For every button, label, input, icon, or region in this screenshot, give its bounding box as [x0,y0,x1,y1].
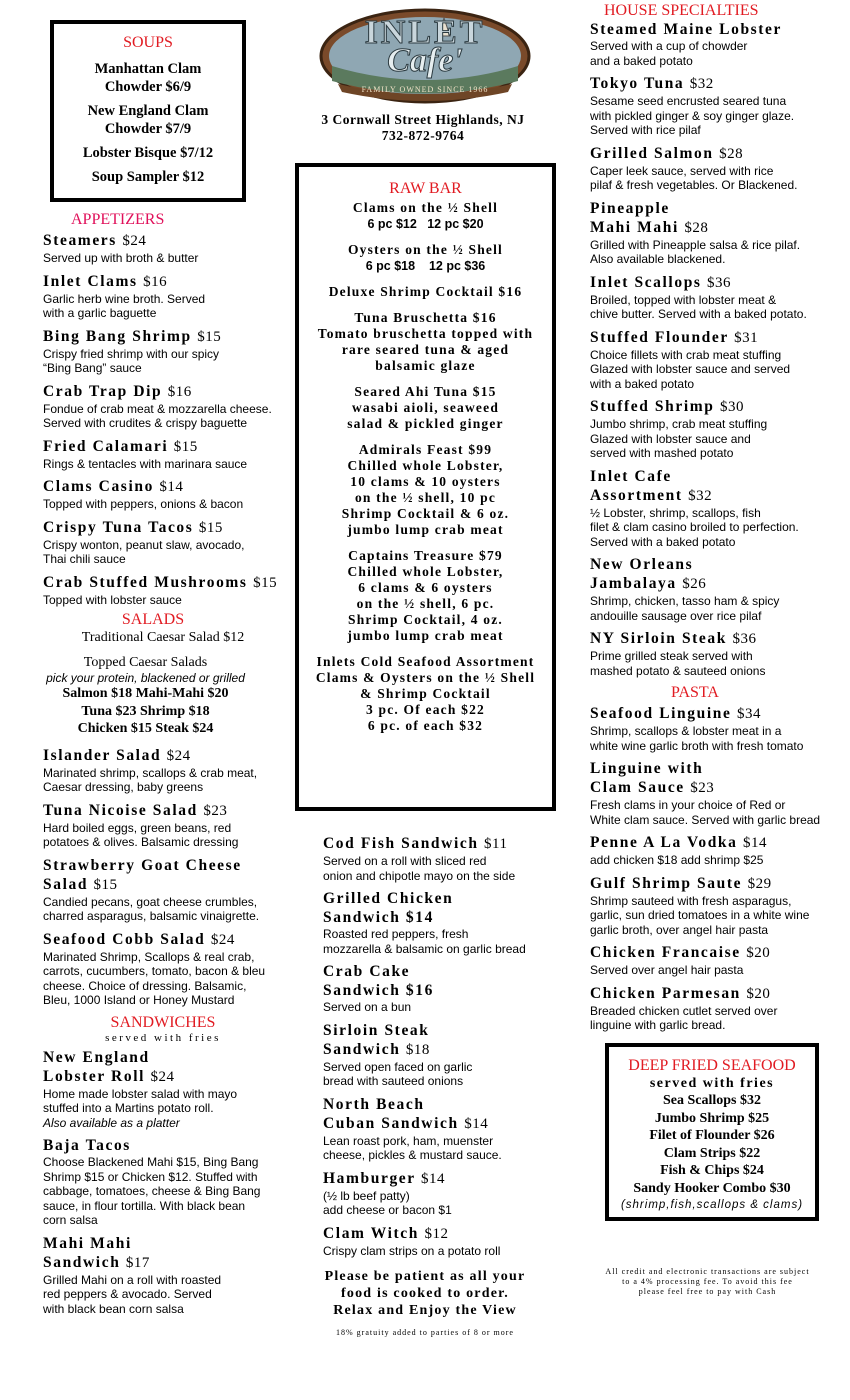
item-description: Served open faced on garlic bread with sauteed onions [323,1059,473,1088]
item-name-text: Crab Stuffed Mushrooms [43,573,248,591]
deep-fried-item: Filet of Flounder $26 [649,1128,775,1143]
item-name [43,272,288,292]
menu-item [43,746,288,795]
sandwiches-title: SANDWICHES [110,1013,216,1031]
soups-list [54,60,242,186]
item-price: $31 [734,329,759,346]
deep-fried-item: Sea Scallops $32 [662,1093,761,1108]
item-name-text: Pineapple Mahi Mahi [590,199,679,236]
item-name [43,856,288,895]
item-price: $24 [122,233,147,249]
item-name [590,943,840,963]
item-name-text: Stuffed Flounder [590,328,729,346]
raw-bar-item [299,654,552,734]
soup-item: Lobster Bisque $7/12 [82,145,214,161]
item-name-text: Sirloin Steak Sandwich [323,1021,430,1058]
item-description: Served with a cup of chowder and a baked potato [590,39,748,68]
item-name-text: Penne A La Vodka [590,834,738,851]
raw-bar-item [299,548,552,644]
menu-item [590,629,840,678]
raw-bar-item-text: Clams on the ½ Shell [352,200,499,215]
item-name [43,382,288,402]
item-price: $11 [484,836,508,852]
item-description: Topped with peppers, onions & bacon [43,497,244,511]
raw-bar-item [299,442,552,538]
item-name-text: Hamburger [323,1169,416,1187]
menu-item [590,20,840,68]
caesar-line: Traditional Caesar Salad $12 [81,630,245,645]
menu-item [43,518,288,567]
item-description: Fresh clams in your choice of Red or White clam sauce. Served with garlic bread [590,798,821,827]
item-description: ½ Lobster, shrimp, scallops, fish filet & clam casino broiled to perfection. Served with a baked potato [590,505,799,549]
raw-bar-box [295,163,556,811]
raw-bar-title: RAW BAR [389,180,462,197]
house-specialties-title: HOUSE SPECIALTIES [604,2,759,19]
item-price: $15 [197,328,222,345]
item-price: $14 [742,835,767,851]
raw-bar-item-text: Deluxe Shrimp Cocktail $16 [328,284,523,299]
menu-item [590,704,840,753]
raw-bar-item [299,310,552,374]
menu-item [590,759,840,827]
item-name [590,874,840,894]
raw-bar-item-prices: 6 pc $12 12 pc $20 [367,217,484,231]
raw-bar-item [299,284,552,300]
item-description: Sesame seed encrusted seared tuna with pickled ginger & soy ginger glaze. Served with rice pilaf [590,94,795,137]
item-name-text: NY Sirloin Steak [590,630,727,647]
item-name [590,144,840,164]
item-price: $32 [688,487,713,504]
menu-item [590,273,840,322]
item-price: $30 [719,399,744,415]
salads-list [43,746,288,1008]
item-name-text: Grilled Salmon [590,144,714,162]
item-name [43,1136,288,1155]
item-price: $34 [736,706,761,722]
item-name-text: Steamers [43,232,117,249]
item-price: $15 [198,519,223,536]
item-description: add chicken $18 add shrimp $25 [590,853,764,867]
menu-item [323,1021,553,1089]
menu-item [590,833,840,868]
credit-note: All credit and electronic transactions are subject to a 4% processing fee. To avoid this fee please feel free to pay with Cash [605,1267,810,1296]
item-price: $20 [746,985,771,1002]
item-description: Prime grilled steak served with mashed potato & sauteed onions [590,649,766,678]
deep-fried-item: Clam Strips $22 [663,1145,761,1161]
patience-note: Please be patient as all your food is cooked to order. Relax and Enjoy the View [324,1269,526,1318]
menu-item [590,74,840,138]
left-column [43,211,288,1322]
item-price: $24 [210,931,235,948]
logo-text-inlet: INLET [364,14,486,51]
item-name [590,833,840,853]
deep-fried-title: DEEP FRIED SEAFOOD [628,1057,796,1074]
address: 3 Cornwall Street Highlands, NJ [321,112,525,127]
deep-fried-note: (shrimp,fish,scallops & clams) [620,1199,804,1211]
gratuity-note: 18% gratuity added to parties of 8 or more [336,1328,514,1337]
item-description: Served on a roll with sliced red onion and chipotle mayo on the side [323,854,516,883]
item-description: Crispy clam strips on a potato roll [323,1243,501,1258]
raw-bar-item [299,384,552,432]
item-name [590,273,840,293]
item-name-text: Inlet Clams [43,272,138,290]
item-description: Lean roast pork, ham, muenster cheese, pickles & mustard sauce. [323,1133,502,1162]
menu-item [590,984,840,1033]
menu-item [323,834,553,883]
raw-bar-item-text: Seared Ahi Tuna $15 wasabi aioli, seaweed salad & pickled ginger [347,384,504,431]
item-name-text: Crab Trap Dip [43,382,163,400]
menu-item [590,328,840,392]
raw-bar-item-text: Oysters on the ½ Shell [347,242,504,257]
item-name-text: Bing Bang Shrimp [43,327,192,345]
menu-item [43,477,288,512]
item-name [323,889,553,927]
middle-sandwiches [323,834,553,1264]
menu-item [590,555,840,623]
raw-bar-item-text: Inlets Cold Seafood Assortment Clams & Oysters on the ½ Shell & Shrimp Cocktail 3 pc. Of each $22 6 pc. of each $32 [315,654,536,733]
right-column [590,2,840,1039]
item-name [323,834,553,854]
item-description: Served on a bun [323,1000,412,1014]
item-price: $26 [682,576,707,592]
item-description: Breaded chicken cutlet served over linguine with garlic bread. [590,1003,778,1032]
item-name [43,231,288,251]
item-description: Jumbo shrimp, crab meat stuffing Glazed with lobster sauce and served with mashed potato [590,417,768,460]
menu-item [323,889,553,956]
menu-item [43,856,288,924]
item-name-text: Linguine with Clam Sauce [590,760,704,796]
item-name [323,1224,553,1244]
item-name-text: Chicken Parmesan [590,984,741,1002]
house-specialties-list [590,20,840,678]
item-description: Candied pecans, goat cheese crumbles, charred asparagus, balsamic vinaigrette. [43,894,260,923]
logo-text-cafe: Cafe' [387,42,463,79]
logo [318,6,532,106]
item-name [323,1095,553,1134]
menu-item [43,231,288,266]
item-name [323,1021,553,1060]
item-name [590,397,840,417]
item-name [590,467,840,506]
item-price: $36 [707,274,732,291]
pasta-list [590,704,840,1033]
menu-item [43,801,288,850]
item-price: $14 [159,479,184,495]
item-name-text: Islander Salad [43,746,162,764]
item-name [43,1234,288,1273]
item-price: $23 [690,780,715,796]
soups-title: SOUPS [123,34,173,51]
item-name-text: Seafood Cobb Salad [43,930,206,948]
menu-item [323,1224,553,1259]
menu-item [43,272,288,321]
item-price: $16 [167,383,192,400]
item-name-text: Cod Fish Sandwich [323,835,479,852]
item-name-text: Crab Cake Sandwich $16 [323,963,434,999]
item-description: Choose Blackened Mahi $15, Bing Bang Shrimp $15 or Chicken $12. Stuffed with cabbage, tomatoes, cheese & Bing Bang sauce, in flour tortilla. With black bean corn salsa [43,1155,261,1227]
item-name-text: Baja Tacos [43,1137,131,1154]
item-description: Shrimp, chicken, tasso ham & spicy andouille sausage over rice pilaf [590,594,780,623]
pasta-title: PASTA [671,684,719,701]
item-name [323,1169,553,1189]
raw-bar-item [299,200,552,232]
item-name-text: Crispy Tuna Tacos [43,518,194,536]
menu-item [323,1169,553,1218]
logo-banner: FAMILY OWNED SINCE 1966 [361,85,489,94]
item-price: $28 [719,145,744,162]
item-name [43,437,288,457]
item-price: $15 [173,438,198,455]
item-name [590,199,840,238]
item-name-text: Strawberry Goat Cheese Salad [43,856,242,893]
topped-title: Topped Caesar Salads [83,655,208,670]
item-description: Marinated Shrimp, Scallops & real crab, carrots, cucumbers, tomato, bacon & bleu cheese. Choice of dressing. Balsamic, Bleu, 1000 Island or Honey Mustard [43,949,266,1007]
menu-item [590,874,840,938]
item-name [43,746,288,766]
menu-item [43,382,288,431]
sandwiches-left-list [43,1048,288,1317]
item-name [43,477,288,497]
item-description: Crispy wonton, peanut slaw, avocado, Thai chili sauce [43,537,245,566]
address-block [290,112,556,144]
item-name-text: North Beach Cuban Sandwich [323,1095,459,1132]
item-name [43,930,288,950]
item-name-text: Grilled Chicken Sandwich $14 [323,890,454,926]
raw-bar-item-text: Tuna Bruschetta $16 Tomato bruschetta topped with rare seared tuna & aged balsamic glaze [317,310,534,373]
soup-item: New England Clam Chowder $7/9 [87,103,209,137]
raw-bar-item-prices: 6 pc $18 12 pc $36 [365,259,486,273]
soup-item: Manhattan Clam Chowder $6/9 [94,61,202,95]
item-price: $14 [420,1170,445,1187]
item-price: $24 [150,1068,175,1085]
menu-item [43,930,288,1008]
item-price: $23 [203,802,228,819]
item-description: Grilled Mahi on a roll with roasted red peppers & avocado. Served with black bean corn salsa [43,1272,222,1316]
menu-item [590,144,840,193]
item-name-text: New Orleans Jambalaya [590,556,694,592]
item-name [43,801,288,821]
item-price: $32 [689,76,714,92]
item-description: Fondue of crab meat & mozzarella cheese. Served with crudites & crispy baguette [43,401,272,430]
menu-item [590,467,840,550]
item-description: Served over angel hair pasta [590,963,744,977]
item-name-text: Gulf Shrimp Saute [590,874,743,892]
item-price: $12 [424,1225,449,1242]
item-note: Also available as a platter [43,1115,180,1130]
item-name-text: Clams Casino [43,478,154,495]
raw-bar-item-text: Captains Treasure $79 Chilled whole Lobster, 6 clams & 6 oysters on the ½ shell, 6 pc. Shrimp Cocktail, 4 oz. jumbo lump crab meat [347,548,504,643]
item-name-text: Tokyo Tuna [590,75,685,92]
item-price: $17 [125,1254,150,1271]
item-description: (½ lb beef patty) add cheese or bacon $1 [323,1188,452,1217]
menu-item [43,1234,288,1317]
item-description: Grilled with Pineapple salsa & rice pilaf. Also available blackened. [590,237,801,266]
appetizers-title: APPETIZERS [71,211,165,228]
item-description: Broiled, topped with lobster meat & chive butter. Served with a baked potato. [590,292,807,321]
item-name [590,629,840,649]
item-name-text: Clam Witch [323,1224,419,1242]
item-price: $14 [464,1115,489,1132]
item-name-text: Seafood Linguine [590,705,732,722]
item-description: Roasted red peppers, fresh mozzarella & balsamic on garlic bread [323,927,526,956]
menu-item [43,1136,288,1228]
item-price: $24 [166,747,191,764]
item-name-text: Tuna Nicoise Salad [43,801,198,819]
item-name [590,759,840,798]
item-description: Hard boiled eggs, green beans, red potatoes & olives. Balsamic dressing [43,820,239,849]
item-name [43,573,288,593]
item-description: Shrimp, scallops & lobster meat in a white wine garlic broth with fresh tomato [590,724,804,753]
item-description: Caper leek sauce, served with rice pilaf & fresh vegetables. Or Blackened. [590,163,798,192]
item-name [590,328,840,348]
item-description: Home made lobster salad with mayo stuffed into a Martins potato roll. [43,1086,238,1115]
item-name-text: Inlet Scallops [590,273,702,291]
menu-item [590,199,840,267]
deep-fried-item: Fish & Chips $24 [660,1163,764,1178]
item-price: $16 [143,273,168,290]
raw-bar-item [299,242,552,274]
item-description: Marinated shrimp, scallops & crab meat, Caesar dressing, baby greens [43,765,258,794]
deep-fried-box [605,1043,819,1221]
item-description: Topped with lobster sauce [43,592,182,607]
item-price: $36 [732,631,757,647]
menu-item [43,327,288,376]
menu-item [323,1095,553,1163]
topped-note: pick your protein, blackened or grilled [46,671,245,685]
deep-fried-item: Sandy Hooker Combo $30 [633,1180,791,1196]
item-price: $15 [93,876,118,893]
deep-fried-item: Jumbo Shrimp $25 [654,1110,770,1126]
menu-item [43,1048,288,1131]
item-name-text: Fried Calamari [43,437,169,455]
item-name-text: Mahi Mahi Sandwich [43,1234,132,1271]
menu-item [590,397,840,461]
soups-box [50,20,246,202]
sandwiches-middle-list [323,834,553,1258]
item-description: Shrimp sauteed with fresh asparagus, garlic, sun dried tomatoes in a white wine garlic broth, over angel hair pasta [590,893,810,937]
item-name-text: Inlet Cafe Assortment [590,467,683,504]
salads-title: SALADS [121,611,185,628]
item-description: Crispy fried shrimp with our spicy “Bing Bang” sauce [43,346,220,375]
item-price: $15 [253,574,278,591]
item-name-text: Chicken Francaise [590,944,741,961]
soup-item: Soup Sampler $12 [91,169,205,185]
deep-fried-list [609,1092,815,1197]
item-name [590,74,840,94]
item-description: Garlic herb wine broth. Served with a garlic baguette [43,291,206,320]
item-name [590,555,840,594]
menu-item [43,573,288,608]
menu-item [590,943,840,978]
item-name [43,1048,288,1087]
item-name [590,984,840,1004]
item-name-text: Stuffed Shrimp [590,398,715,415]
menu-item [43,437,288,472]
item-price: $20 [746,945,771,961]
item-name-text: New England Lobster Roll [43,1048,150,1085]
raw-bar-item-text: Admirals Feast $99 Chilled whole Lobster, 10 clams & 10 oysters on the ½ shell, 10 pc Shrimp Cocktail & 6 oz. jumbo lump crab meat [341,442,510,537]
item-description: Served up with broth & butter [43,251,199,265]
item-name [590,20,840,39]
item-name [590,704,840,724]
item-name [43,327,288,347]
item-price: $29 [747,875,772,892]
topped-options: Salmon $18 Mahi-Mahi $20 Tuna $23 Shrimp $18 Chicken $15 Steak $24 [62,686,229,736]
item-name-text: Steamed Maine Lobster [590,21,783,38]
item-price: $28 [684,219,709,236]
item-price: $18 [405,1041,430,1058]
sandwiches-subtitle: served with fries [105,1031,221,1044]
raw-bar-list [299,200,552,734]
appetizers-list [43,231,288,607]
item-name [43,518,288,538]
item-description: Choice fillets with crab meat stuffing Glazed with lobster sauce and served with a baked potato [590,347,791,391]
item-description: Rings & tentacles with marinara sauce [43,456,248,471]
phone: 732-872-9764 [381,128,465,143]
menu-item [323,962,553,1015]
item-name [323,962,553,1000]
deep-fried-subtitle: served with fries [649,1076,775,1091]
